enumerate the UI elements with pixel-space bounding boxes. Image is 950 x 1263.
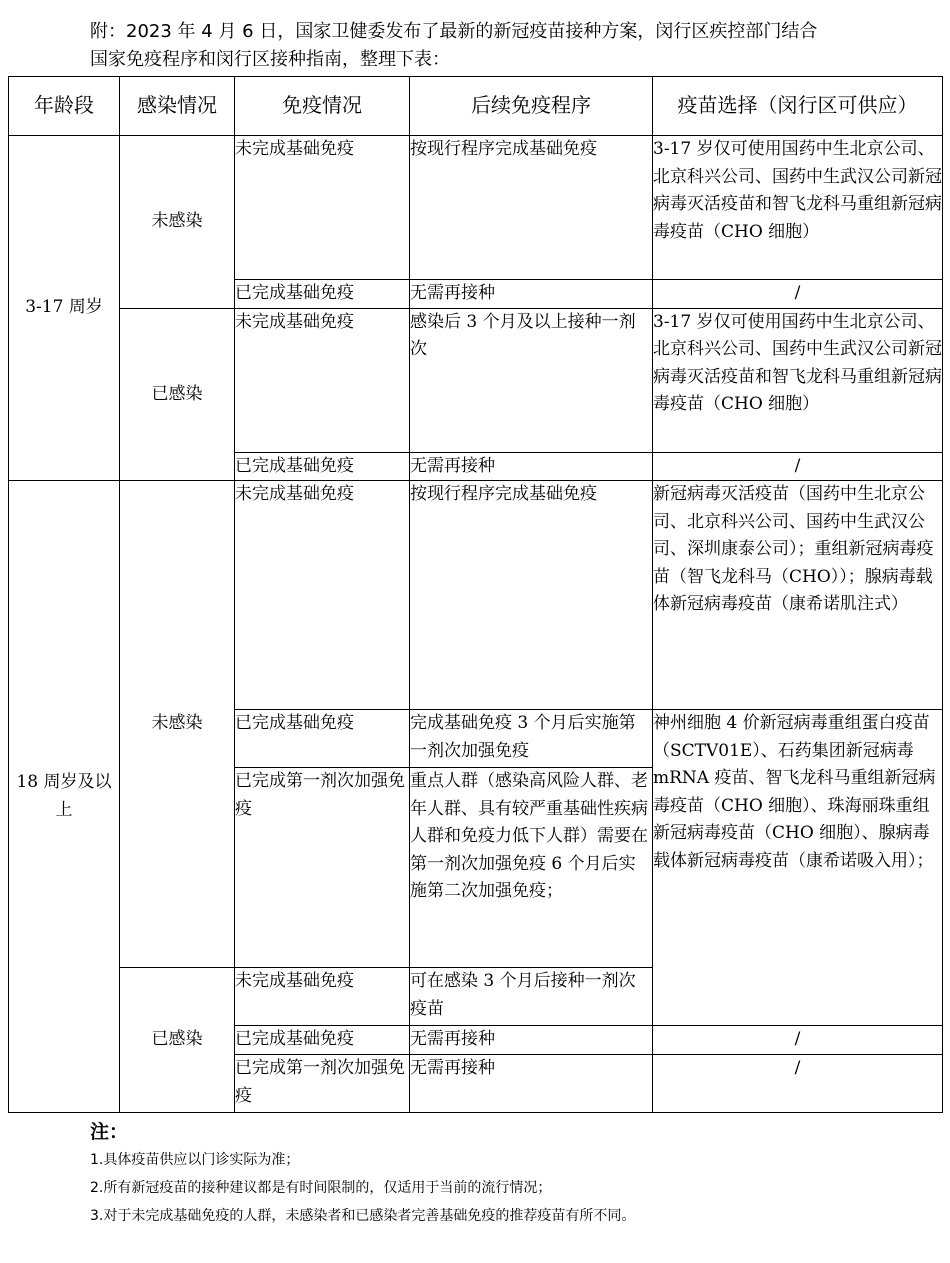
header-infection-status: 感染情况 — [120, 77, 235, 136]
table-row — [9, 481, 943, 710]
note-item: 2.所有新冠疫苗的接种建议都是有时间限制的，仅适用于当前的流行情况； — [90, 1180, 552, 1196]
immunization-cell: 已完成基础免疫 — [235, 452, 410, 481]
vaccine-cell-none: / — [653, 280, 943, 309]
immunization-cell: 已完成基础免疫 — [235, 710, 410, 768]
infection-infected: 已感染 — [120, 968, 235, 1113]
immunization-cell: 未完成基础免疫 — [235, 481, 410, 710]
schedule-cell: 感染后 3 个月及以上接种一剂次 — [410, 308, 653, 452]
note-item: 1.具体疫苗供应以门诊实际为准； — [90, 1152, 300, 1168]
schedule-cell: 可在感染 3 个月后接种一剂次疫苗 — [410, 968, 653, 1026]
infection-uninfected: 未感染 — [120, 481, 235, 968]
schedule-cell: 重点人群（感染高风险人群、老年人群、具有较严重基础性疾病人群和免疫力低下人群）需要在第一剂次加强免疫 6 个月后实施第二次加强免疫； — [410, 768, 653, 968]
schedule-cell: 按现行程序完成基础免疫 — [410, 136, 653, 280]
note-item: 3.对于未完成基础免疫的人群，未感染者和已感染者完善基础免疫的推荐疫苗有所不同。 — [90, 1208, 636, 1224]
vaccine-cell-none: / — [653, 1055, 943, 1113]
intro-line-2: 国家免疫程序和闵行区接种指南，整理下表： — [90, 49, 450, 70]
infection-infected: 已感染 — [120, 308, 235, 481]
immunization-cell: 已完成基础免疫 — [235, 280, 410, 309]
intro-line-1: 附：2023 年 4 月 6 日，国家卫健委发布了最新的新冠疫苗接种方案，闵行区疾控部门结合 — [90, 21, 818, 42]
age-group-3-17: 3-17 周岁 — [9, 136, 120, 481]
table-row — [9, 136, 943, 280]
infection-uninfected: 未感染 — [120, 136, 235, 309]
vaccine-cell: 3-17 岁仅可使用国药中生北京公司、北京科兴公司、国药中生武汉公司新冠病毒灭活疫苗和智飞龙科马重组新冠病毒疫苗（CHO 细胞） — [653, 308, 943, 452]
header-immunization-status: 免疫情况 — [235, 77, 410, 136]
immunization-cell: 已完成第一剂次加强免疫 — [235, 768, 410, 968]
immunization-cell: 已完成基础免疫 — [235, 1026, 410, 1055]
vaccine-cell-none: / — [653, 452, 943, 481]
table-header-row — [9, 77, 943, 136]
schedule-cell: 完成基础免疫 3 个月后实施第一剂次加强免疫 — [410, 710, 653, 768]
schedule-cell: 按现行程序完成基础免疫 — [410, 481, 653, 710]
vaccination-table — [8, 76, 943, 1113]
immunization-cell: 未完成基础免疫 — [235, 308, 410, 452]
notes-section — [90, 1118, 930, 1230]
immunization-cell: 未完成基础免疫 — [235, 136, 410, 280]
notes-title: 注： — [90, 1121, 129, 1143]
schedule-cell: 无需再接种 — [410, 1055, 653, 1113]
schedule-cell: 无需再接种 — [410, 452, 653, 481]
table-row — [9, 308, 943, 452]
vaccine-cell: 3-17 岁仅可使用国药中生北京公司、北京科兴公司、国药中生武汉公司新冠病毒灭活疫苗和智飞龙科马重组新冠病毒疫苗（CHO 细胞） — [653, 136, 943, 280]
vaccine-cell-booster: 神州细胞 4 价新冠病毒重组蛋白疫苗（SCTV01E）、石药集团新冠病毒 mRNA 疫苗、智飞龙科马重组新冠病毒疫苗（CHO 细胞）、珠海丽珠重组新冠病毒疫苗（CHO 细胞）、腺病毒载体新冠病毒疫苗（康希诺吸入用）； — [653, 710, 943, 1026]
age-group-18-plus: 18 周岁及以上 — [9, 481, 120, 1113]
header-follow-up-schedule: 后续免疫程序 — [410, 77, 653, 136]
immunization-cell: 已完成第一剂次加强免疫 — [235, 1055, 410, 1113]
intro-text — [90, 18, 930, 74]
vaccine-cell: 新冠病毒灭活疫苗（国药中生北京公司、北京科兴公司、国药中生武汉公司、深圳康泰公司）；重组新冠病毒疫苗（智飞龙科马（CHO））；腺病毒载体新冠病毒疫苗（康希诺肌注式） — [653, 481, 943, 710]
immunization-cell: 未完成基础免疫 — [235, 968, 410, 1026]
header-age-group: 年龄段 — [9, 77, 120, 136]
schedule-cell: 无需再接种 — [410, 280, 653, 309]
header-vaccine-choice: 疫苗选择（闵行区可供应） — [653, 77, 943, 136]
vaccine-cell-none: / — [653, 1026, 943, 1055]
schedule-cell: 无需再接种 — [410, 1026, 653, 1055]
